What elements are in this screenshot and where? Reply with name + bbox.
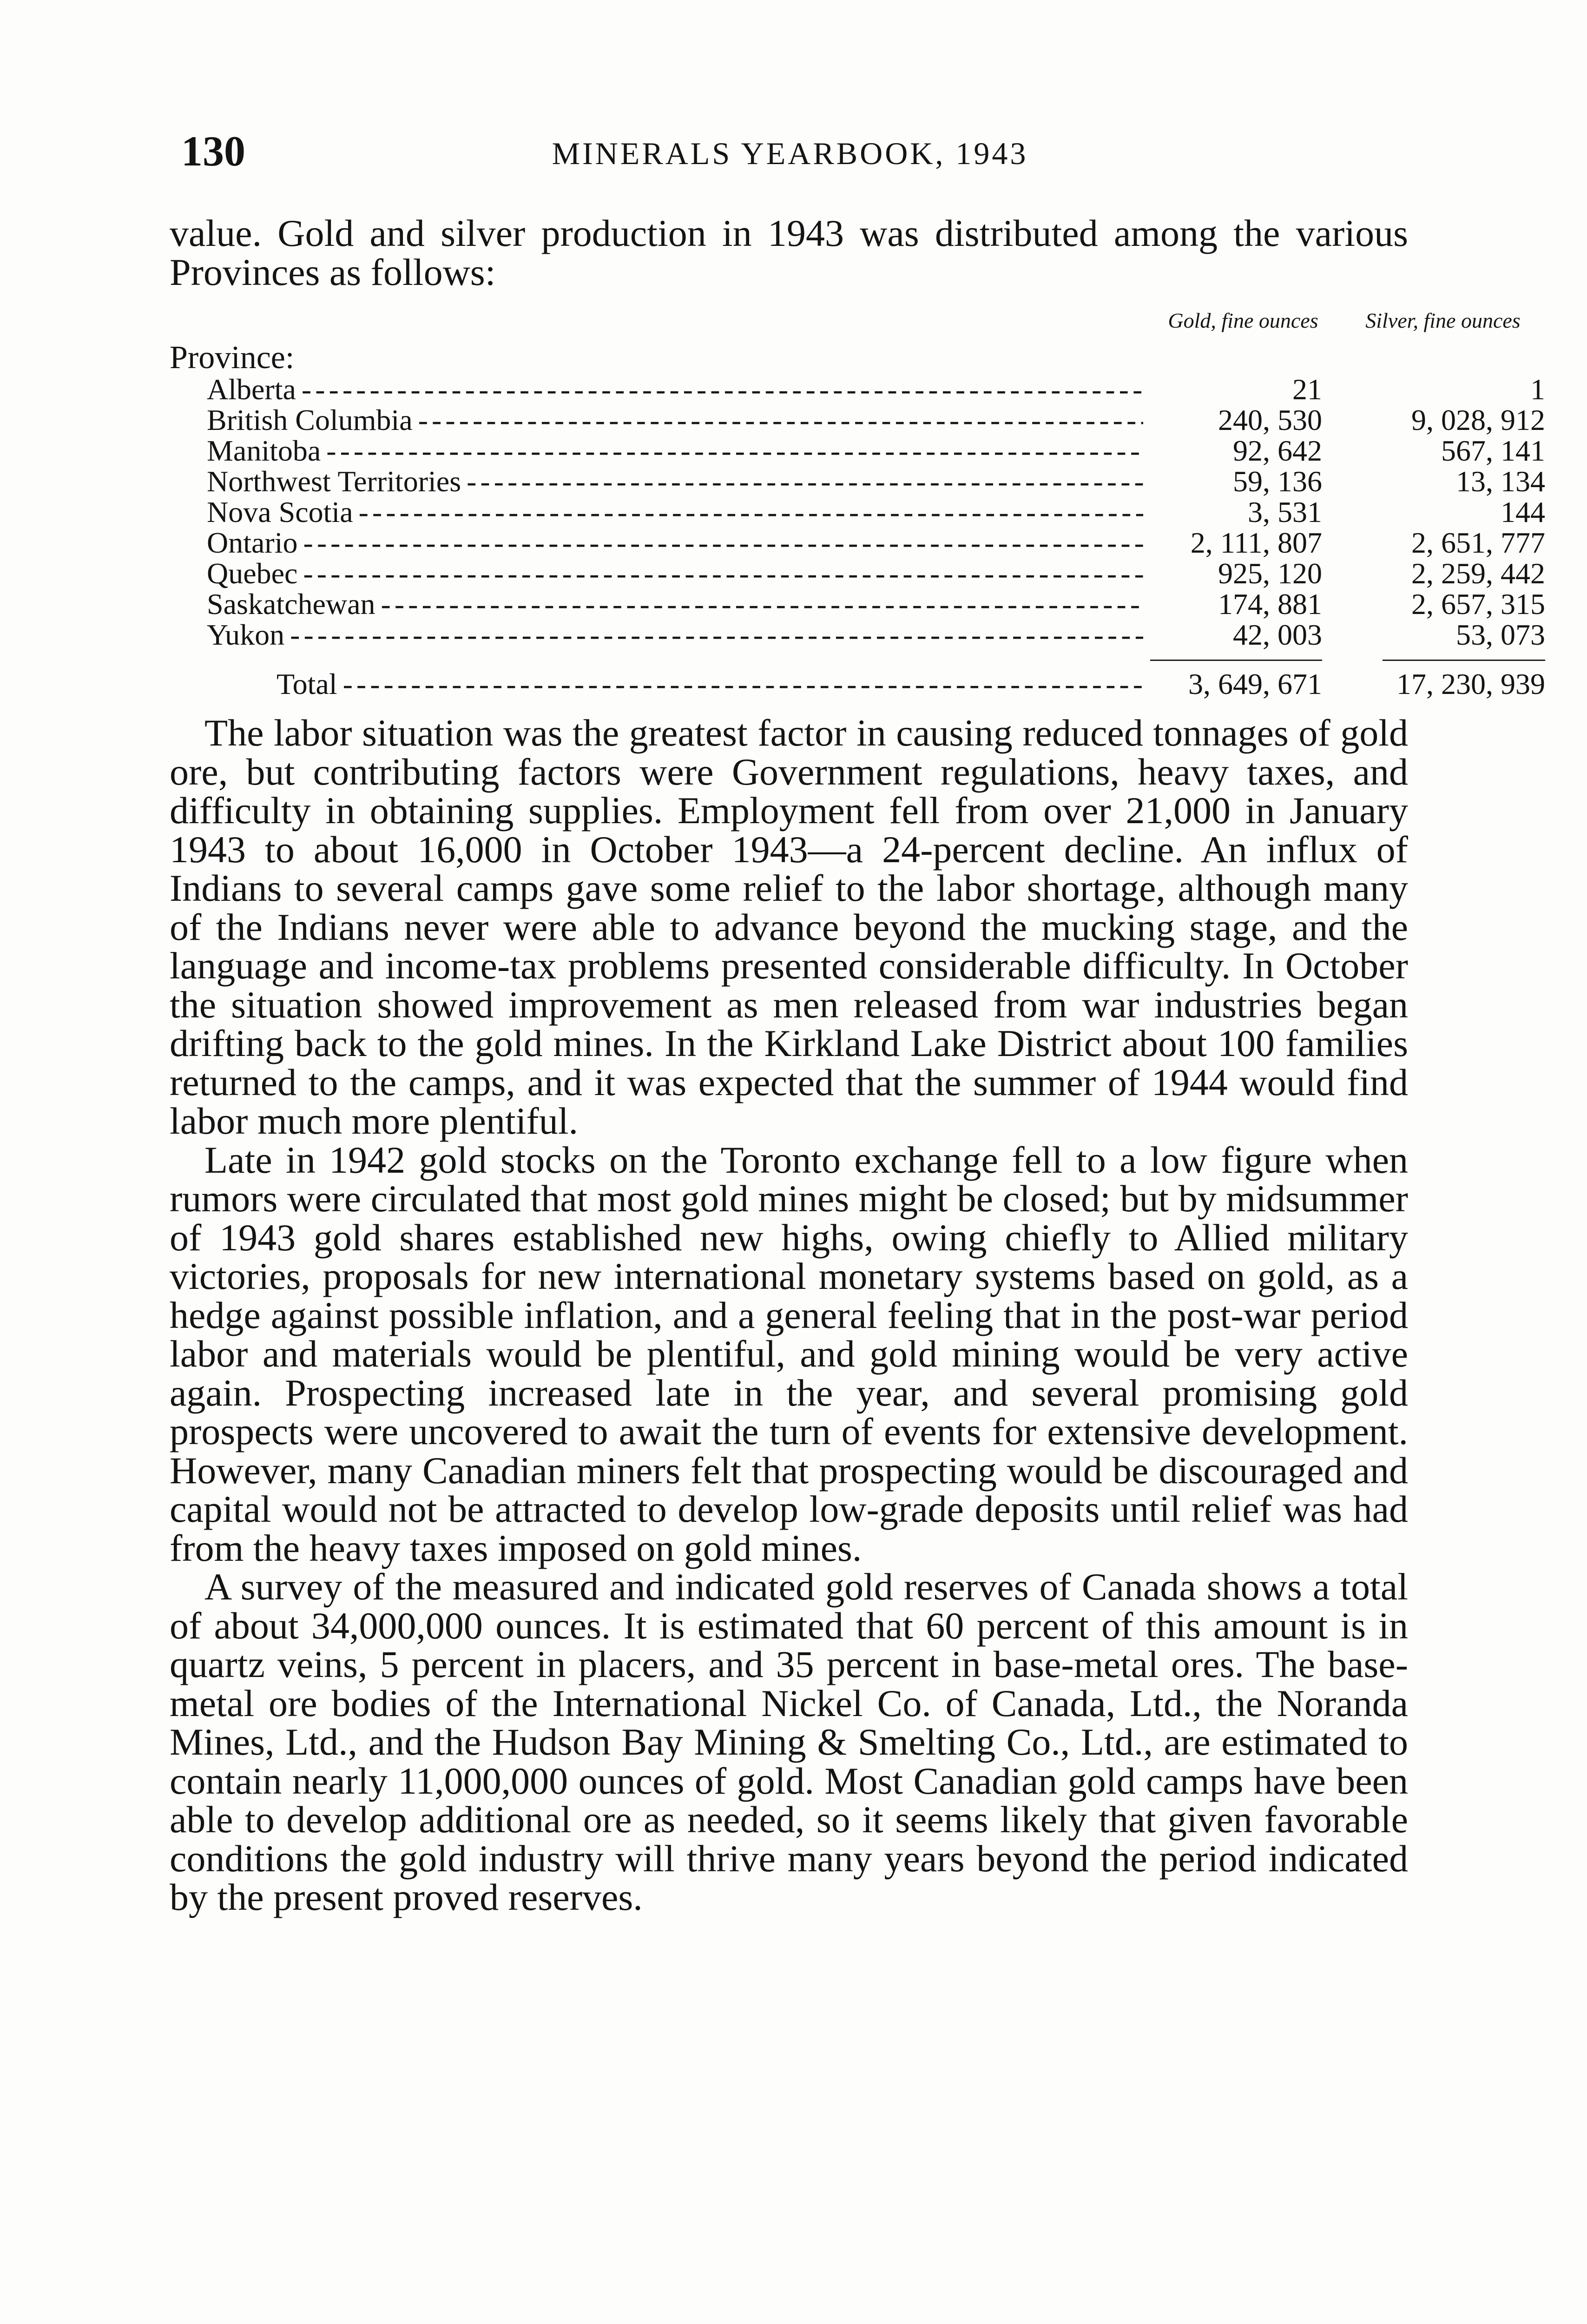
table-row	[170, 588, 1545, 621]
body-text	[170, 212, 1545, 1918]
table-header	[170, 304, 1521, 376]
labor-paragraph: The labor situation was the greatest factor in causing reduced tonnages of gold ore, but contributing factors were Government regulations, heavy taxes, and difficulty in obtaining supplies. Employment fell from over 21,000 in January 1943 to about 16,000 in October 1943—a 24-percent decline. An influx of Indians to several camps gave some relief to the labor shortage, although many of the Indians never were able to advance beyond the mucking stage, and the language and income-tax problems presented considerable difficulty. In October the situation showed improvement as men released from war industries began drifting back to the gold mines. In the Kirkland Lake District about 100 families returned to the camps, and it was expected that the summer of 1944 would find labor much more plentiful.	[170, 712, 1408, 1142]
silver-value: 567, 141	[1441, 434, 1545, 467]
gold-value: 174, 881	[1218, 588, 1322, 621]
table-row	[170, 618, 1545, 651]
gold-value: 21	[1292, 373, 1322, 406]
gold-total-rule	[1150, 660, 1322, 661]
silver-total: 17, 230, 939	[1396, 667, 1545, 700]
province-name: British Columbia - - -	[207, 405, 1143, 436]
table-row	[170, 434, 1545, 467]
gold-value: 925, 120	[1218, 557, 1322, 590]
gold-stocks-paragraph: Late in 1942 gold stocks on the Toronto exchange fell to a low figure when rumors were circulated that most gold mines might be closed; but by midsummer of 1943 gold shares established new highs, owing chiefly to Allied military victories, proposals for new international monetary systems based on gold, as a hedge against possible inflation, and a general feeling that in the post-war period labor and materials would be plentiful, and gold mining would be very active again. Prospecting increased late in the year, and several promising gold prospects were uncovered to await the turn of events for extensive development. However, many Canadian miners felt that prospecting would be discouraged and capital would not be attracted to develop low-grade deposits until relief was had from the heavy taxes imposed on gold mines.	[170, 1138, 1408, 1569]
total-rules	[170, 650, 1408, 669]
gold-value: 59, 136	[1233, 465, 1322, 498]
silver-value: 1	[1530, 373, 1545, 406]
reserves-paragraph: A survey of the measured and indicated gold reserves of Canada shows a total of about 34,000,000 ounces. It is estimated that 60 percent of this amount is in quartz veins, 5 percent in placers, and 35 percent in base-metal ores. The base-metal ore bodies of the International Nickel Co. of Canada, Ltd., the Noranda Mines, Ltd., and the Hudson Bay Mining & Smelting Co., Ltd., are estimated to contain nearly 11,000,000 ounces of gold. Most Canadian gold camps have been able to develop additional ore as needed, so it seems likely that given favorable conditions the gold industry will thrive many years beyond the period indicated by the present proved reserves.	[170, 1565, 1408, 1918]
province-name: Yukon - - -	[207, 620, 1143, 650]
total-label: Total - - -	[277, 669, 1143, 700]
silver-value: 53, 073	[1456, 618, 1545, 651]
province-name: Quebec - - -	[207, 558, 1143, 589]
province-name: Saskatchewan - - -	[207, 589, 1143, 620]
province-name: Alberta - - -	[207, 374, 1143, 405]
province-column-label: Province:	[170, 340, 295, 376]
silver-value: 2, 259, 442	[1411, 557, 1545, 590]
page-number: 130	[181, 127, 245, 175]
production-table	[170, 304, 1545, 700]
silver-value: 144	[1501, 495, 1545, 528]
total-row	[170, 667, 1545, 700]
silver-value: 2, 651, 777	[1411, 526, 1545, 559]
intro-paragraph: value. Gold and silver production in 1943 was distributed among the various Provinces as follows:	[170, 212, 1408, 293]
province-name: Northwest Territories - - -	[207, 466, 1143, 497]
gold-total: 3, 649, 671	[1188, 667, 1322, 700]
gold-value: 240, 530	[1218, 403, 1322, 436]
table-row	[170, 403, 1545, 436]
page-header	[172, 123, 1408, 179]
gold-value: 42, 003	[1233, 618, 1322, 651]
table-row	[170, 495, 1545, 528]
table-row	[170, 373, 1545, 406]
silver-value: 9, 028, 912	[1411, 403, 1545, 436]
silver-value: 13, 134	[1456, 465, 1545, 498]
gold-value: 92, 642	[1233, 434, 1322, 467]
table-row	[170, 526, 1545, 559]
silver-total-rule	[1383, 660, 1545, 661]
province-name: Ontario - - -	[207, 528, 1143, 558]
gold-column-header: Gold, fine ounces	[1168, 309, 1318, 332]
table-row	[170, 465, 1545, 498]
table-row	[170, 557, 1545, 590]
gold-value: 3, 531	[1248, 495, 1322, 528]
province-name: Nova Scotia - - -	[207, 497, 1143, 528]
silver-value: 2, 657, 315	[1411, 588, 1545, 621]
running-head: MINERALS YEARBOOK, 1943	[552, 136, 1028, 171]
silver-column-header: Silver, fine ounces	[1365, 309, 1521, 332]
gold-value: 2, 111, 807	[1190, 526, 1322, 559]
province-name: Manitoba - - -	[207, 436, 1143, 466]
